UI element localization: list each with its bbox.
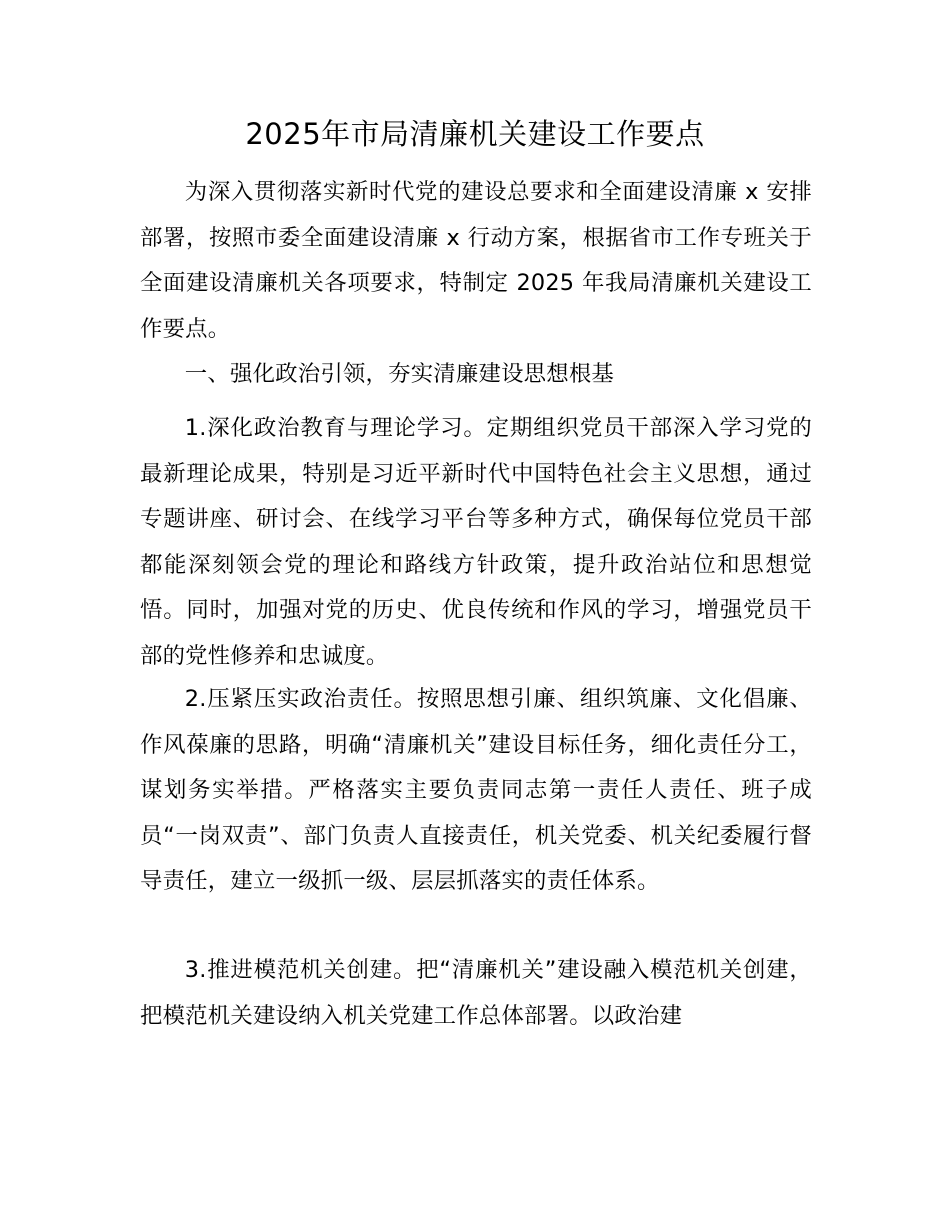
section-heading-block xyxy=(140,352,812,398)
section-1-heading: 一、强化政治引领，夯实清廉建设思想根基 xyxy=(184,361,615,387)
intro-paragraph: 为深入贯彻落实新时代党的建设总要求和全面建设清廉 x 安排部署，按照市委全面建设清廉 x 行动方案，根据省市工作专班关于全面建设清廉机关各项要求，特制定 2025 年我局清廉机关建设工作要点。 xyxy=(140,179,812,342)
item-2-block xyxy=(140,677,812,905)
item-1-block xyxy=(140,406,812,679)
item-3-paragraph: 3.推进模范机关创建。把“清廉机关”建设融入模范机关创建，把模范机关建设纳入机关党建工作总体部署。以政治建 xyxy=(140,957,812,1029)
document-title: 2025年市局清廉机关建设工作要点 xyxy=(245,117,705,151)
item-3-block xyxy=(140,948,812,1039)
item-1-paragraph: 1.深化政治教育与理论学习。定期组织党员干部深入学习党的最新理论成果，特别是习近平新时代中国特色社会主义思想，通过专题讲座、研讨会、在线学习平台等多种方式，确保每位党员干部都能深刻领会党的理论和路线方针政策，提升政治站位和思想觉悟。同时，加强对党的历史、优良传统和作风的学习，增强党员干部的党性修养和忠诚度。 xyxy=(140,415,812,669)
intro-paragraph-block xyxy=(140,170,812,352)
item-2-paragraph: 2.压紧压实政治责任。按照思想引廉、组织筑廉、文化倡廉、作风葆廉的思路，明确“清廉机关”建设目标任务，细化责任分工，谋划务实举措。严格落实主要负责同志第一责任人责任、班子成员“一岗双责”、部门负责人直接责任，机关党委、机关纪委履行督导责任，建立一级抓一级、层层抓落实的责任体系。 xyxy=(140,686,812,894)
